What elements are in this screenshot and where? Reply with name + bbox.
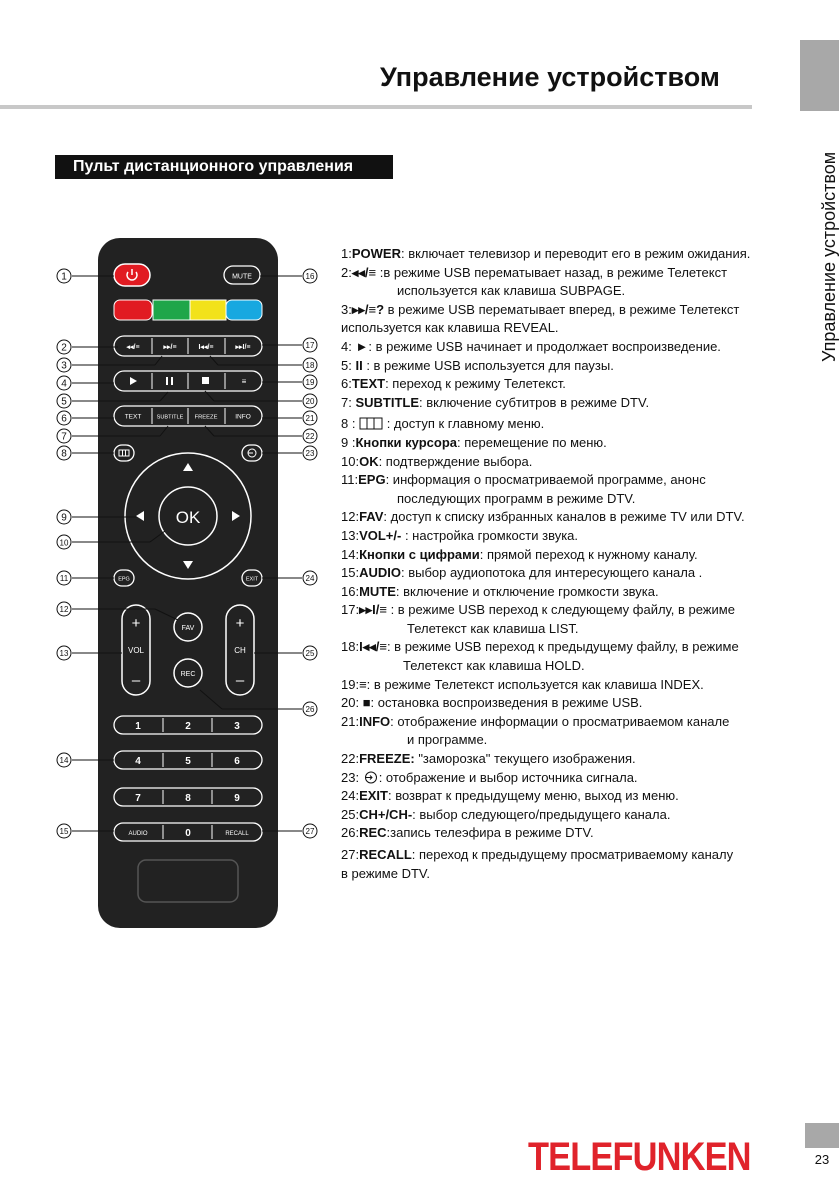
desc-5: 5: II : в режиме USB используется для паузы.: [341, 357, 614, 373]
desc-22: 22:FREEZE: "заморозка" текущего изображения.: [341, 751, 636, 767]
callout-4: [57, 376, 71, 390]
desc-13: 13:VOL+/- : настройка громкости звука.: [341, 527, 579, 543]
callout-11: [57, 571, 71, 585]
previous-icon: I◂◂/≡: [359, 639, 387, 655]
callout-21: [303, 411, 317, 425]
callout-5: [57, 394, 71, 408]
svg-text:12: 12: [59, 605, 69, 614]
desc-27: 27:RECALL: переход к предыдущему просматриваемому каналу: [341, 847, 734, 862]
desc-24: 24:EXIT: возврат к предыдущему меню, выход из меню.: [341, 788, 679, 804]
svg-text:25: 25: [305, 649, 315, 658]
next-icon: ▸▸I/≡: [359, 602, 387, 618]
desc-23: 23: : отображение и выбор источника сигнала.: [341, 769, 638, 785]
callout-12: [57, 602, 71, 616]
ch-minus: –: [235, 672, 245, 689]
callout-25: [303, 646, 317, 660]
digit-8: 8: [185, 793, 191, 804]
svg-text:19: 19: [305, 378, 315, 387]
callout-1: [57, 269, 71, 283]
desc-21: 21:INFO: отображение информации о просматриваемом канале: [341, 713, 730, 729]
digit-7: 7: [135, 793, 141, 804]
svg-text:14: 14: [59, 756, 69, 765]
freeze-button-label: FREEZE: [194, 414, 218, 421]
desc-11: 11:EPG: информация о просматриваемой программе, анонс: [341, 472, 706, 488]
info-button-label: INFO: [235, 413, 251, 421]
source-icon: [363, 771, 379, 784]
desc-6: 6:TEXT: переход к режиму Телетекст.: [341, 376, 566, 392]
menu-icon: [359, 417, 383, 430]
callout-3: [57, 358, 71, 372]
digit-0: 0: [185, 828, 191, 839]
desc-21-cont: и программе.: [407, 732, 488, 748]
callout-17: [303, 338, 317, 352]
desc-3-cont: используется как клавиша REVEAL.: [341, 320, 559, 336]
desc-1: 1:POWER: включает телевизор и переводит его в режим ожидания.: [341, 246, 751, 261]
vol-plus: +: [131, 615, 141, 632]
desc-17: 17:▸▸I/≡ : в режиме USB переход к следующему файлу, в режиме: [341, 602, 735, 618]
callout-23: [303, 446, 317, 460]
callout-26: [303, 702, 317, 716]
fav-label: FAV: [181, 625, 195, 632]
callout-18: [303, 358, 317, 372]
rewind-icon: ◂◂/≡: [351, 264, 377, 280]
digit-5: 5: [185, 756, 191, 767]
desc-11-cont: последующих программ в режиме DTV.: [397, 490, 636, 506]
desc-17-cont: Телетекст как клавиша LIST.: [407, 620, 579, 636]
side-tab-text: Управление устройством: [819, 151, 839, 362]
stop-icon: ■: [362, 695, 371, 711]
digit-2: 2: [185, 721, 191, 732]
recall-label: RECALL: [225, 831, 249, 837]
digit-9: 9: [234, 793, 240, 804]
desc-15: 15:AUDIO: выбор аудиопотока для интересующего канала .: [341, 565, 703, 581]
callout-24: [303, 571, 317, 585]
desc-7: 7: SUBTITLE: включение субтитров в режиме DTV.: [341, 394, 650, 410]
fast-forward-icon: ▸▸/≡?: [351, 301, 385, 317]
next-icon: ▸▸I/≡: [235, 344, 251, 351]
desc-27-cont: в режиме DTV.: [341, 865, 430, 881]
svg-text:6: 6: [61, 413, 67, 425]
index-icon: ≡: [359, 676, 367, 692]
side-tab-bottom: [805, 1123, 839, 1148]
desc-18: 18:I◂◂/≡: в режиме USB переход к предыдущему файлу, в режиме: [341, 639, 739, 655]
svg-text:8: 8: [61, 448, 67, 460]
pause-icon: II: [355, 357, 363, 373]
page-number: 23: [814, 1152, 830, 1167]
svg-text:13: 13: [59, 649, 69, 658]
button-descriptions: [341, 245, 811, 883]
svg-text:3: 3: [61, 360, 67, 372]
callout-19: [303, 375, 317, 389]
desc-2-cont: используется как клавиша SUBPAGE.: [397, 283, 626, 299]
svg-text:9: 9: [61, 512, 67, 524]
svg-text:27: 27: [305, 827, 315, 836]
svg-text:21: 21: [305, 414, 315, 423]
callout-10: [57, 535, 71, 549]
callout-14: [57, 753, 71, 767]
desc-3: 3:▸▸/≡? в режиме USB перематывает вперед, в режиме Телетекст: [341, 301, 740, 317]
section-title: Пульт дистанционного управления: [55, 155, 393, 179]
callout-7: [57, 429, 71, 443]
svg-text:15: 15: [59, 827, 69, 836]
svg-text:24: 24: [305, 574, 315, 583]
desc-20: 20: ■: остановка воспроизведения в режиме USB.: [341, 695, 643, 711]
vol-label: VOL: [127, 646, 145, 655]
svg-text:5: 5: [61, 396, 67, 408]
callout-22: [303, 429, 317, 443]
callout-20: [303, 394, 317, 408]
digit-3: 3: [234, 721, 240, 732]
desc-9: 9 :Кнопки курсора: перемещение по меню.: [341, 434, 607, 450]
desc-26: 26:REC:запись телеэфира в режиме DTV.: [341, 825, 594, 841]
page-title: Управление устройством: [380, 62, 720, 92]
desc-14: 14:Кнопки с цифрами: прямой переход к нужному каналу.: [341, 546, 698, 562]
ch-label: CH: [234, 646, 246, 655]
epg-label: EPG: [118, 576, 130, 583]
ok-label: OK: [175, 508, 201, 527]
play-icon: ►: [355, 338, 369, 354]
svg-text:20: 20: [305, 397, 315, 406]
exit-label: EXIT: [245, 576, 259, 583]
desc-12: 12:FAV: доступ к списку избранных каналов в режиме TV или DTV.: [341, 509, 745, 525]
desc-18-cont: Телетекст как клавиша HOLD.: [403, 658, 585, 674]
svg-text:23: 23: [305, 449, 315, 458]
svg-text:10: 10: [59, 538, 69, 548]
brand-logo: TELEFUNKEN: [528, 1135, 751, 1179]
desc-25: 25:CH+/CH-: выбор следующего/предыдущего канала.: [341, 806, 671, 822]
svg-text:1: 1: [61, 271, 67, 283]
desc-16: 16:MUTE: включение и отключение громкости звука.: [341, 583, 659, 599]
subtitle-button-label: SUBTITLE: [156, 414, 184, 421]
svg-text:11: 11: [59, 574, 69, 583]
svg-text:26: 26: [305, 705, 315, 714]
svg-text:16: 16: [305, 272, 315, 281]
previous-icon: I◂◂/≡: [198, 344, 214, 351]
desc-8: 8 : : доступ к главному меню.: [341, 416, 545, 432]
svg-text:4: 4: [61, 378, 67, 390]
callout-13: [57, 646, 71, 660]
desc-2: 2:◂◂/≡ :в режиме USB перематывает назад, в режиме Телетекст: [341, 264, 728, 280]
callout-6: [57, 411, 71, 425]
callout-8: [57, 446, 71, 460]
svg-text:22: 22: [305, 432, 315, 441]
rewind-icon: ◂◂/≡: [126, 344, 140, 351]
desc-19: 19:≡: в режиме Телетекст используется как клавиша INDEX.: [341, 676, 704, 692]
callout-16: [303, 269, 317, 283]
digit-4: 4: [135, 756, 141, 767]
audio-label: AUDIO: [128, 831, 148, 837]
callout-27: [303, 824, 317, 838]
index-icon: ≡: [241, 377, 247, 386]
mute-label: MUTE: [232, 273, 252, 281]
svg-text:7: 7: [61, 431, 67, 443]
callout-9: [57, 510, 71, 524]
vol-minus: –: [131, 672, 141, 689]
desc-4: 4: ►: в режиме USB начинает и продолжает воспроизведение.: [341, 338, 721, 354]
fast-forward-icon: ▸▸/≡: [163, 344, 177, 351]
digit-1: 1: [135, 721, 141, 732]
desc-10: 10:OK: подтверждение выбора.: [341, 453, 533, 469]
rec-label: REC: [180, 671, 196, 678]
callout-2: [57, 340, 71, 354]
text-button-label: TEXT: [124, 413, 142, 421]
svg-text:2: 2: [61, 342, 67, 354]
ch-plus: +: [235, 615, 245, 632]
callout-15: [57, 824, 71, 838]
digit-6: 6: [234, 756, 240, 767]
svg-text:17: 17: [305, 341, 315, 350]
svg-text:18: 18: [305, 361, 315, 370]
